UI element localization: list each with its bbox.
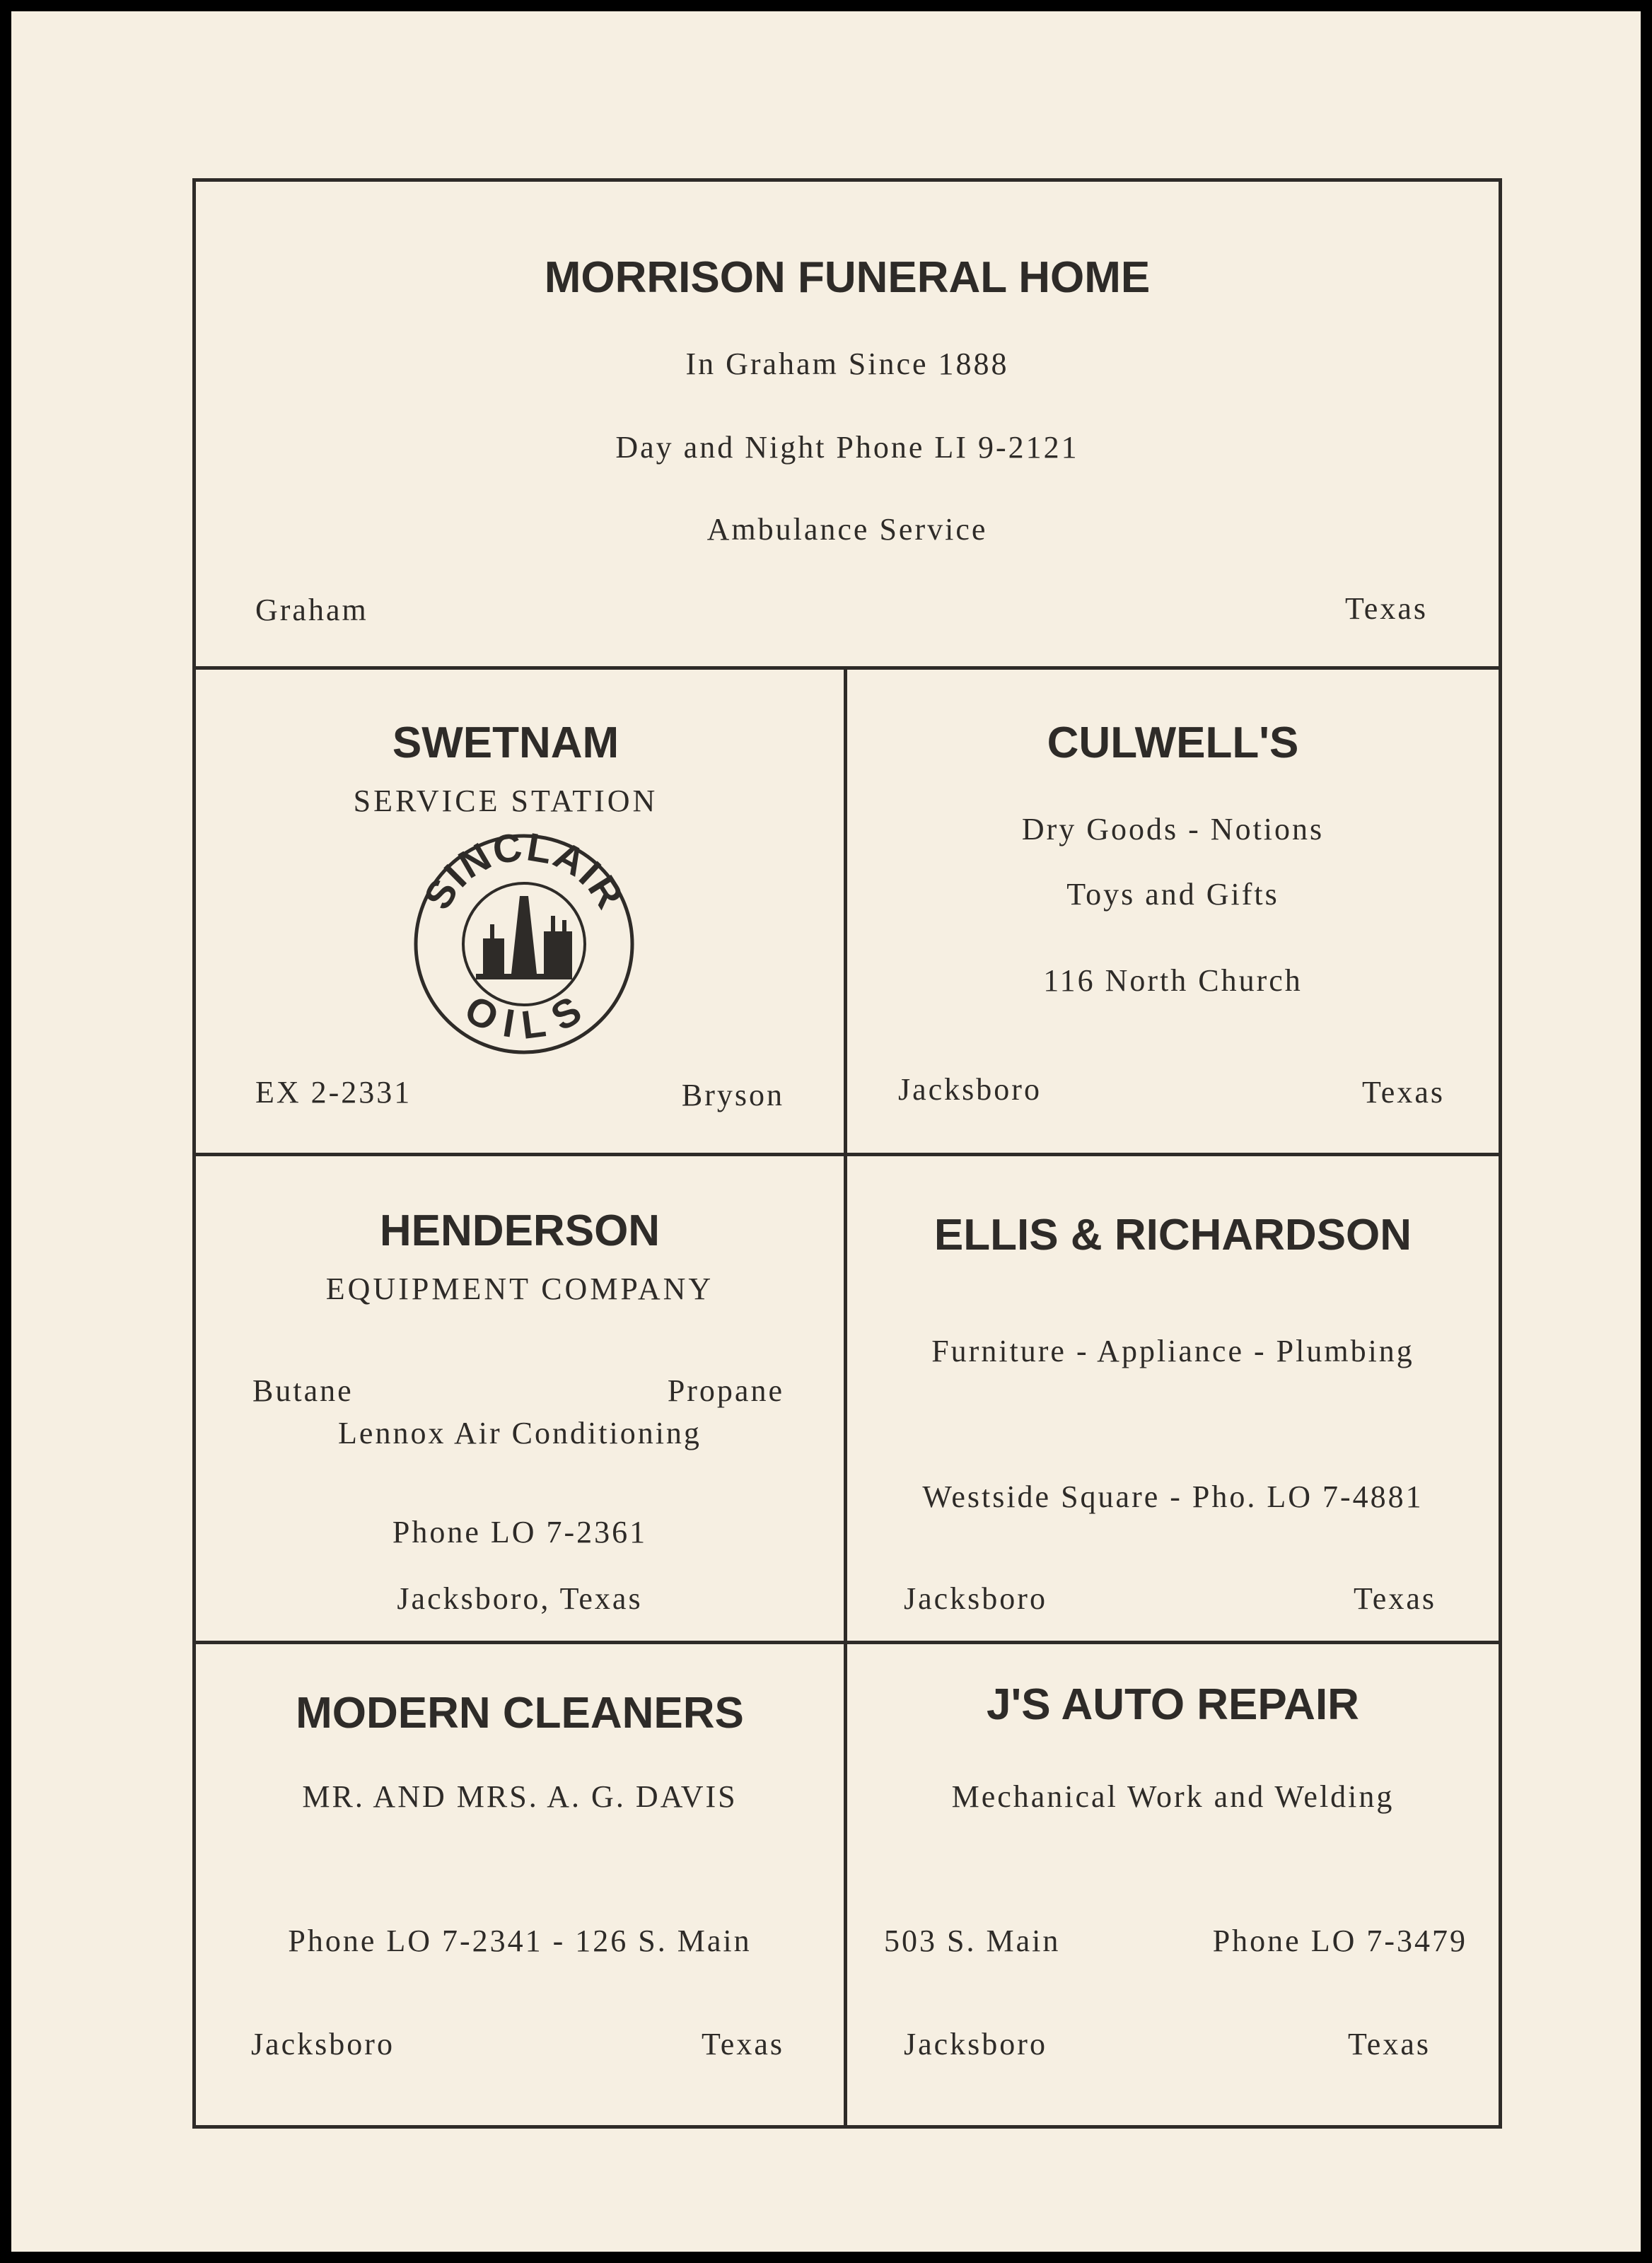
- ad-state: Texas: [1345, 591, 1428, 626]
- ad-state: Texas: [1348, 2027, 1431, 2061]
- ad-line: In Graham Since 1888: [685, 347, 1009, 381]
- ad-line: Day and Night Phone LI 9-2121: [615, 430, 1079, 465]
- ad-line: Dry Goods - Notions: [1021, 812, 1325, 847]
- ad-swetnam: [196, 670, 847, 1156]
- svg-text:OILS: [458, 986, 591, 1047]
- sinclair-oils-logo-icon: [412, 832, 636, 1056]
- ad-grid: [192, 178, 1502, 2129]
- ad-phone: Phone LO 7-2361: [392, 1515, 648, 1549]
- ad-line: MR. AND MRS. A. G. DAVIS: [302, 1779, 738, 1814]
- ad-city: Bryson: [681, 1078, 784, 1112]
- ad-line: Toys and Gifts: [1066, 877, 1279, 912]
- logo-text-bottom: OILS: [458, 986, 591, 1048]
- ad-culwells: [847, 670, 1499, 1156]
- ad-city: Jacksboro: [904, 2027, 1047, 2061]
- ad-line: Phone LO 7-2341 - 126 S. Main: [288, 1924, 752, 1958]
- ad-phone: Phone LO 7-3479: [1212, 1924, 1467, 1958]
- ad-title: HENDERSON: [379, 1206, 661, 1255]
- ad-title: MODERN CLEANERS: [296, 1689, 744, 1738]
- ad-title: ELLIS & RICHARDSON: [933, 1211, 1412, 1260]
- ad-phone: EX 2-2331: [255, 1075, 412, 1110]
- ad-title: MORRISON FUNERAL HOME: [544, 253, 1151, 302]
- refinery-icon: [476, 896, 572, 979]
- yearbook-ad-page: [11, 11, 1641, 2252]
- ad-city: Graham: [255, 593, 368, 627]
- ad-city: Jacksboro: [251, 2027, 395, 2061]
- ad-modern-cleaners: [196, 1644, 847, 2125]
- ad-henderson: [196, 1156, 847, 1644]
- ad-title: SWETNAM: [392, 719, 620, 767]
- ad-line: 116 North Church: [1043, 963, 1303, 998]
- ad-city: Jacksboro: [904, 1581, 1047, 1616]
- ad-line: Furniture - Appliance - Plumbing: [931, 1334, 1414, 1368]
- logo-text-top: SINCLAIR: [414, 832, 634, 917]
- ad-state: Texas: [1362, 1075, 1445, 1110]
- ad-subtitle: SERVICE STATION: [353, 784, 658, 818]
- ad-title: CULWELL'S: [1047, 719, 1299, 767]
- ad-line: Lennox Air Conditioning: [338, 1416, 702, 1450]
- ad-city: Jacksboro: [898, 1072, 1042, 1107]
- ad-title: J'S AUTO REPAIR: [987, 1680, 1359, 1729]
- ad-state: Texas: [1354, 1581, 1436, 1616]
- ad-morrison-funeral-home: [196, 182, 1499, 670]
- ad-ellis-richardson: [847, 1156, 1499, 1644]
- ad-line: Mechanical Work and Welding: [951, 1779, 1395, 1814]
- ad-subtitle: EQUIPMENT COMPANY: [325, 1272, 714, 1306]
- ad-js-auto-repair: [847, 1644, 1499, 2125]
- ad-line: Butane: [252, 1373, 354, 1408]
- ad-line: Westside Square - Pho. LO 7-4881: [922, 1479, 1424, 1514]
- ad-location: Jacksboro, Texas: [397, 1581, 643, 1616]
- ad-address: 503 S. Main: [884, 1924, 1061, 1958]
- ad-state: Texas: [702, 2027, 784, 2061]
- ad-line: Ambulance Service: [706, 512, 988, 547]
- ad-line: Propane: [667, 1373, 784, 1408]
